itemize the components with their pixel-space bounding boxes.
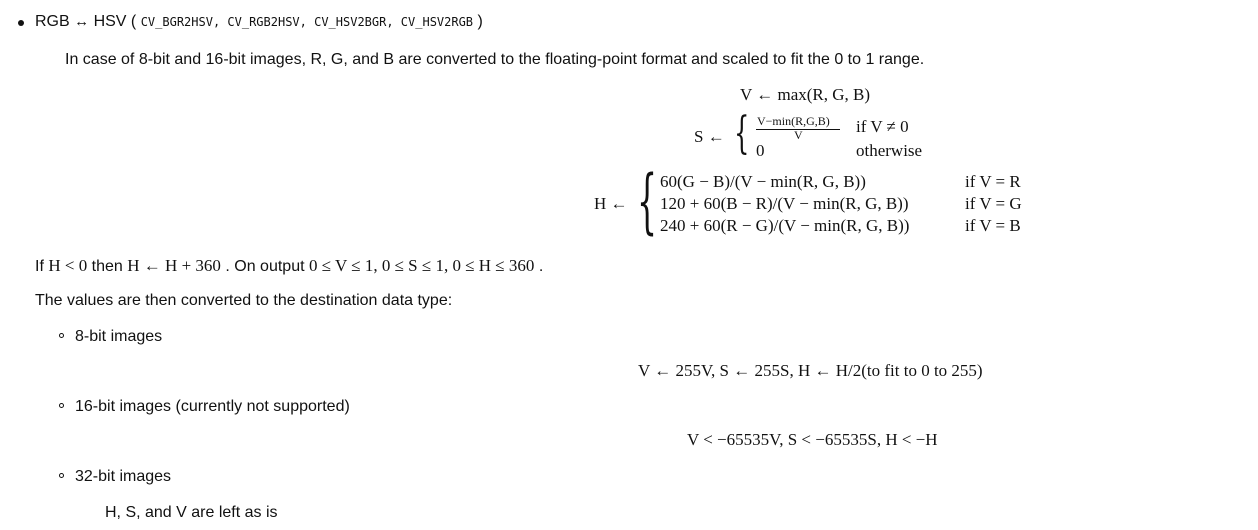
formula-s-case2-val: 0 bbox=[756, 141, 765, 160]
bidirectional-arrow-icon: ↔ bbox=[74, 13, 90, 30]
heading-label-prefix: RGB bbox=[35, 13, 70, 30]
wrap-on-output: . On output bbox=[225, 258, 305, 275]
formula-v: V ← max(R, G, B) bbox=[740, 85, 871, 104]
hue-wrap-sentence bbox=[35, 256, 543, 276]
wrap-end: . bbox=[538, 258, 544, 275]
item-formula: V ← 255V, S ← 255S, H ← H/2(to fit to 0 to 255) bbox=[638, 361, 983, 380]
formula-s-case1-cond: if V ≠ 0 bbox=[856, 117, 909, 136]
formula-h-row-cond: if V = R bbox=[965, 172, 1021, 191]
formula-h-row-expr: 240 + 60(R − G)/(V − min(R, G, B)) bbox=[660, 216, 910, 235]
formula-s-case2-cond: otherwise bbox=[856, 141, 923, 160]
section-heading bbox=[35, 13, 483, 31]
heading-close: ) bbox=[477, 13, 483, 30]
item-formula: V < −65535V, S < −65535S, H < −H bbox=[687, 430, 938, 449]
heading-label-suffix: HSV ( bbox=[93, 13, 137, 30]
wrap-if: If bbox=[35, 258, 44, 275]
wrap-condition: H < 0 bbox=[48, 256, 88, 275]
formula-s-numerator: V−min(R,G,B) bbox=[757, 114, 830, 128]
formula-h-row-cond: if V = B bbox=[965, 216, 1021, 235]
item-note: H, S, and V are left as is bbox=[105, 504, 278, 521]
left-brace-icon: { bbox=[637, 160, 658, 242]
item-label: 32-bit images bbox=[75, 468, 172, 485]
list-bullet bbox=[59, 403, 64, 408]
item-label: 8-bit images bbox=[75, 328, 163, 345]
intro-paragraph: In case of 8-bit and 16-bit images, R, G, and B are converted to the floating-point format and scaled to fit the 0 to 1 range. bbox=[65, 51, 925, 68]
wrap-range: 0 ≤ V ≤ 1, 0 ≤ S ≤ 1, 0 ≤ H ≤ 360 bbox=[309, 256, 535, 275]
list-bullet bbox=[59, 333, 64, 338]
item-label: 16-bit images (currently not supported) bbox=[75, 398, 350, 415]
formula-h-row-cond: if V = G bbox=[965, 194, 1022, 213]
formula-h-row-expr: 120 + 60(B − R)/(V − min(R, G, B)) bbox=[660, 194, 909, 213]
convert-paragraph: The values are then converted to the destination data type: bbox=[35, 292, 453, 309]
formula-s-lhs: S ← bbox=[694, 127, 725, 146]
wrap-then: then bbox=[91, 258, 123, 275]
conversion-codes: CV_BGR2HSV, CV_RGB2HSV, CV_HSV2BGR, CV_HSV2RGB bbox=[140, 15, 474, 29]
list-bullet bbox=[59, 473, 64, 478]
list-bullet bbox=[18, 20, 24, 26]
left-brace-icon: { bbox=[734, 108, 750, 159]
formula-h-row-expr: 60(G − B)/(V − min(R, G, B)) bbox=[660, 172, 866, 191]
formula-s-denominator: V bbox=[794, 128, 803, 142]
formula-h-lhs: H ← bbox=[594, 194, 628, 213]
wrap-assign: H ← H + 360 bbox=[127, 256, 221, 275]
